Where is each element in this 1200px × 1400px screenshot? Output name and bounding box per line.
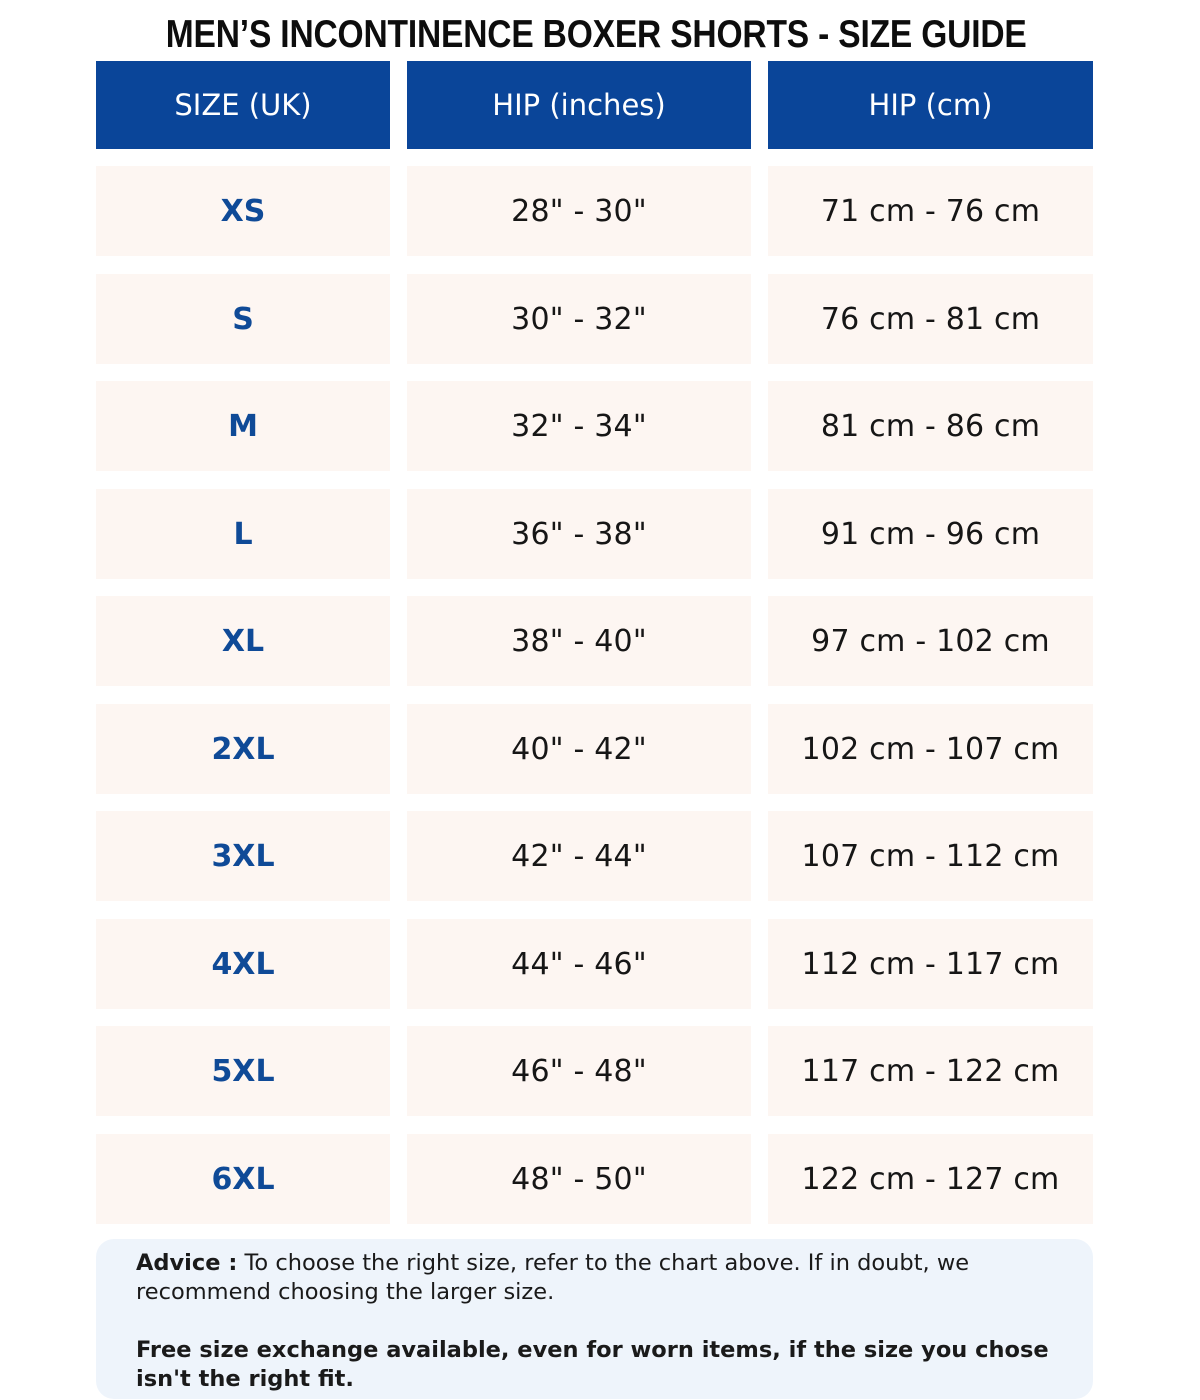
advice-label: Advice : (136, 1250, 238, 1276)
hip-cm-cell: 102 cm - 107 cm (768, 704, 1093, 794)
hip-inches-cell: 48" - 50" (407, 1134, 751, 1224)
hip-cm-cell: 91 cm - 96 cm (768, 489, 1093, 579)
exchange-paragraph (136, 1336, 1063, 1394)
size-cell: 5XL (96, 1026, 390, 1116)
hip-inches-cell: 44" - 46" (407, 919, 751, 1009)
size-cell: XL (96, 596, 390, 686)
hip-cm-cell: 71 cm - 76 cm (768, 166, 1093, 256)
size-cell: S (96, 274, 390, 364)
hip-inches-cell: 42" - 44" (407, 811, 751, 901)
hip-cm-cell: 117 cm - 122 cm (768, 1026, 1093, 1116)
hip-cm-cell: 122 cm - 127 cm (768, 1134, 1093, 1224)
hip-cm-cell: 112 cm - 117 cm (768, 919, 1093, 1009)
hip-inches-cell: 32" - 34" (407, 381, 751, 471)
size-cell: 3XL (96, 811, 390, 901)
header-hip-inches: HIP (inches) (407, 61, 751, 149)
size-cell: L (96, 489, 390, 579)
size-cell: 4XL (96, 919, 390, 1009)
size-cell: XS (96, 166, 390, 256)
advice-text: To choose the right size, refer to the chart above. If in doubt, we recommend choosing the larger size. (136, 1250, 970, 1305)
page-title: MEN’S INCONTINENCE BOXER SHORTS - SIZE GUIDE (165, 13, 1027, 56)
hip-inches-cell: 38" - 40" (407, 596, 751, 686)
header-hip-cm: HIP (cm) (768, 61, 1093, 149)
hip-inches-cell: 30" - 32" (407, 274, 751, 364)
exchange-text: Free size exchange available, even for worn items, if the size you chose isn't the right fit. (136, 1337, 1049, 1392)
hip-inches-cell: 46" - 48" (407, 1026, 751, 1116)
header-size: SIZE (UK) (96, 61, 390, 149)
hip-inches-cell: 36" - 38" (407, 489, 751, 579)
size-cell: 2XL (96, 704, 390, 794)
hip-inches-cell: 28" - 30" (407, 166, 751, 256)
hip-inches-cell: 40" - 42" (407, 704, 751, 794)
size-cell: M (96, 381, 390, 471)
hip-cm-cell: 81 cm - 86 cm (768, 381, 1093, 471)
hip-cm-cell: 107 cm - 112 cm (768, 811, 1093, 901)
size-cell: 6XL (96, 1134, 390, 1224)
hip-cm-cell: 97 cm - 102 cm (768, 596, 1093, 686)
advice-paragraph (136, 1249, 1063, 1307)
hip-cm-cell: 76 cm - 81 cm (768, 274, 1093, 364)
advice-box (96, 1239, 1093, 1399)
